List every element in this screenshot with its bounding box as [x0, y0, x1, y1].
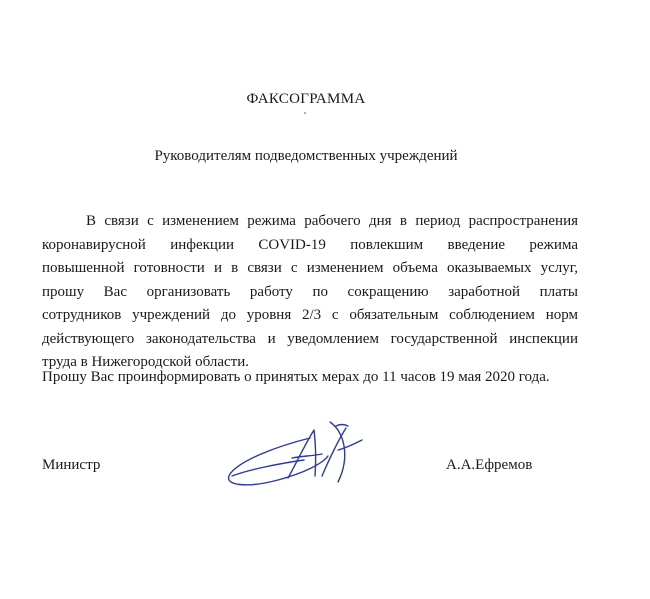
- signatory-role: Министр: [42, 457, 101, 473]
- body-line: сотрудников учреждений до уровня 2/3 с обязательным соблюдением норм: [42, 307, 578, 323]
- signature-stroke: [336, 425, 348, 427]
- signature-stroke: [229, 438, 328, 485]
- body-line: действующего законодательства и уведомлением государственной инспекции: [42, 330, 578, 347]
- handwritten-signature: [218, 416, 388, 498]
- body-paragraph: [42, 210, 578, 375]
- addressee-line: Руководителям подведомственных учреждений: [154, 148, 458, 164]
- body-line: В связи с изменением режима рабочего дня в период распространения: [86, 213, 578, 229]
- body-line: прошу Вас организовать работу по сокращению заработной платы: [42, 283, 578, 300]
- document-title: ФАКСОГРАММА: [246, 91, 366, 107]
- request-paragraph: Прошу Вас проинформировать о принятых мерах до 11 часов 19 мая 2020 года.: [42, 369, 550, 385]
- signature-stroke: [292, 454, 322, 458]
- signature-stroke: [288, 430, 316, 478]
- body-line: повышенной готовности и в связи с изменением объема оказываемых услуг,: [42, 260, 578, 276]
- scan-speck: [304, 112, 306, 114]
- signatory-name: А.А.Ефремов: [446, 457, 533, 473]
- body-line: коронавирусной инфекции COVID-19 повлекшим введение режима: [42, 236, 578, 253]
- signature-stroke: [338, 440, 362, 450]
- body-line: труда в Нижегородской области.: [42, 354, 249, 370]
